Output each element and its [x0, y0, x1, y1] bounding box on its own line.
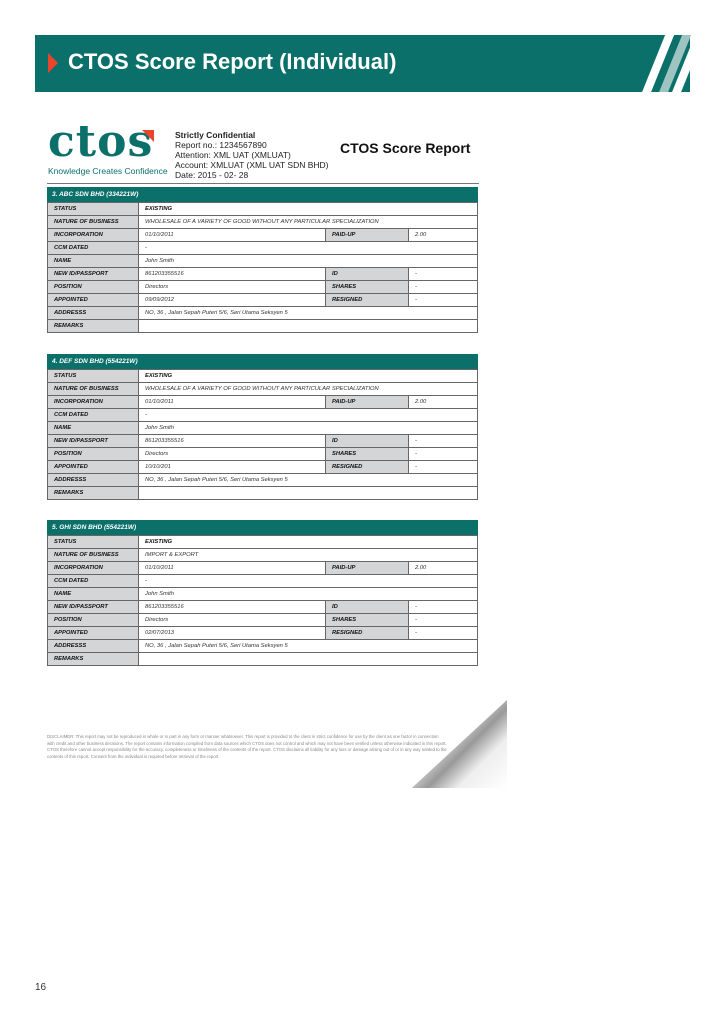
divider — [47, 183, 479, 184]
logo-red-corner-icon — [142, 130, 154, 142]
row-position — [48, 448, 478, 461]
report-meta — [175, 130, 329, 180]
incorporation-value: 01/10/2011 — [139, 396, 326, 409]
row-remarks — [48, 653, 478, 666]
row-remarks — [48, 487, 478, 500]
row-newid — [48, 268, 478, 281]
company-table — [47, 202, 478, 333]
address-value: NO, 36 , Jalan Sepah Puteri 5/6, Seri Utama Seksyen 5 — [139, 474, 478, 487]
nature-label: NATURE OF BUSINESS — [48, 216, 139, 229]
newid-label: NEW ID/PASSPORT — [48, 435, 139, 448]
logo-word: ctos — [48, 116, 154, 167]
resigned-value: - — [409, 461, 478, 474]
shares-value: - — [409, 448, 478, 461]
newid-label: NEW ID/PASSPORT — [48, 601, 139, 614]
row-address — [48, 307, 478, 320]
status-value: EXISTING — [139, 536, 478, 549]
ctos-logo — [48, 116, 168, 176]
id-value: - — [409, 268, 478, 281]
report-number: Report no.: 1234567890 — [175, 140, 267, 150]
row-status — [48, 370, 478, 383]
row-status — [48, 536, 478, 549]
name-label: NAME — [48, 422, 139, 435]
status-label: STATUS — [48, 203, 139, 216]
nature-value: WHOLESALE OF A VARIETY OF GOOD WITHOUT ANY PARTICULAR SPECIALIZATION — [139, 383, 478, 396]
paidup-label: PAID-UP — [326, 562, 409, 575]
address-label: ADDRESSS — [48, 474, 139, 487]
row-appointed — [48, 627, 478, 640]
shares-label: SHARES — [326, 614, 409, 627]
arrow-icon — [48, 53, 58, 73]
row-address — [48, 474, 478, 487]
ccm-value: - — [139, 409, 478, 422]
nature-label: NATURE OF BUSINESS — [48, 383, 139, 396]
company-table — [47, 535, 478, 666]
status-value: EXISTING — [139, 203, 478, 216]
row-incorporation — [48, 396, 478, 409]
section-header: 3. ABC SDN BHD (334221W) — [47, 187, 478, 202]
incorporation-label: INCORPORATION — [48, 396, 139, 409]
name-value: John Smith — [139, 255, 478, 268]
remarks-value — [139, 487, 478, 500]
position-value: Directors — [139, 281, 326, 294]
appointed-label: APPOINTED — [48, 294, 139, 307]
resigned-value: - — [409, 294, 478, 307]
name-value: John Smith — [139, 588, 478, 601]
ccm-value: - — [139, 575, 478, 588]
newid-value: 861203355516 — [139, 601, 326, 614]
remarks-label: REMARKS — [48, 487, 139, 500]
id-label: ID — [326, 268, 409, 281]
ccm-label: CCM DATED — [48, 409, 139, 422]
address-value: NO, 36 , Jalan Sepah Puteri 5/6, Seri Utama Seksyen 5 — [139, 640, 478, 653]
paidup-label: PAID-UP — [326, 396, 409, 409]
nature-label: NATURE OF BUSINESS — [48, 549, 139, 562]
row-nature — [48, 383, 478, 396]
resigned-label: RESIGNED — [326, 627, 409, 640]
name-label: NAME — [48, 588, 139, 601]
remarks-value — [139, 320, 478, 333]
paidup-value: 2.00 — [409, 396, 478, 409]
row-nature — [48, 216, 478, 229]
appointed-value: 02/07/2013 — [139, 627, 326, 640]
incorporation-value: 01/10/2011 — [139, 229, 326, 242]
address-label: ADDRESSS — [48, 307, 139, 320]
nature-value: IMPORT & EXPORT — [139, 549, 478, 562]
row-name — [48, 422, 478, 435]
section-header: 5. GHI SDN BHD (554221W) — [47, 520, 478, 535]
title-banner — [35, 35, 690, 92]
row-nature — [48, 549, 478, 562]
row-incorporation — [48, 229, 478, 242]
company-section — [47, 354, 478, 500]
id-value: - — [409, 601, 478, 614]
row-ccm — [48, 409, 478, 422]
attention: Attention: XML UAT (XMLUAT) — [175, 150, 291, 160]
row-appointed — [48, 294, 478, 307]
id-label: ID — [326, 435, 409, 448]
address-label: ADDRESSS — [48, 640, 139, 653]
row-address — [48, 640, 478, 653]
company-table — [47, 369, 478, 500]
page-number: 16 — [35, 982, 47, 993]
resigned-label: RESIGNED — [326, 294, 409, 307]
stripes-decoration — [625, 35, 695, 92]
row-ccm — [48, 575, 478, 588]
ccm-label: CCM DATED — [48, 575, 139, 588]
paidup-value: 2.00 — [409, 229, 478, 242]
company-section — [47, 187, 478, 333]
section-header: 4. DEF SDN BHD (554221W) — [47, 354, 478, 369]
id-value: - — [409, 435, 478, 448]
logo-tagline: Knowledge Creates Confidence — [48, 166, 168, 176]
incorporation-label: INCORPORATION — [48, 562, 139, 575]
row-status — [48, 203, 478, 216]
position-value: Directors — [139, 614, 326, 627]
name-value: John Smith — [139, 422, 478, 435]
ccm-label: CCM DATED — [48, 242, 139, 255]
position-label: POSITION — [48, 281, 139, 294]
shares-label: SHARES — [326, 448, 409, 461]
report-date: Date: 2015 - 02- 28 — [175, 170, 249, 180]
remarks-label: REMARKS — [48, 653, 139, 666]
row-position — [48, 281, 478, 294]
row-position — [48, 614, 478, 627]
status-label: STATUS — [48, 536, 139, 549]
address-value: NO, 36 , Jalan Sepah Puteri 5/6, Seri Utama Seksyen 5 — [139, 307, 478, 320]
page-title: CTOS Score Report (Individual) — [68, 49, 397, 74]
shares-label: SHARES — [326, 281, 409, 294]
ccm-value: - — [139, 242, 478, 255]
paidup-label: PAID-UP — [326, 229, 409, 242]
row-name — [48, 255, 478, 268]
company-section — [47, 520, 478, 666]
incorporation-label: INCORPORATION — [48, 229, 139, 242]
row-newid — [48, 601, 478, 614]
shares-value: - — [409, 614, 478, 627]
row-newid — [48, 435, 478, 448]
incorporation-value: 01/10/2011 — [139, 562, 326, 575]
appointed-value: 10/10/201 — [139, 461, 326, 474]
appointed-value: 09/09/2012 — [139, 294, 326, 307]
row-name — [48, 588, 478, 601]
id-label: ID — [326, 601, 409, 614]
name-label: NAME — [48, 255, 139, 268]
newid-value: 861203355516 — [139, 435, 326, 448]
shares-value: - — [409, 281, 478, 294]
row-remarks — [48, 320, 478, 333]
report-title: CTOS Score Report — [340, 140, 471, 156]
newid-value: 861203355516 — [139, 268, 326, 281]
disclaimer: DISCLAIMER: This report may not be reproduced in whole or in part in any form or manner whatsoever. This report is provided to the client in strict confidence for use by the client as one factor in connection with credit and other business decisions. The report contains information compiled from data sources which CTOS does not control and which may not have been verified unless otherwise indicated in this report. CTOS therefore cannot accept responsibility for the accuracy, completeness or timeliness of the contents of the report. CTOS disclaims all liability for any loss or damage arising out of or in any way related to the contents of this report. Consent from the individual is required before retrieval of the report. — [47, 734, 447, 759]
status-label: STATUS — [48, 370, 139, 383]
remarks-label: REMARKS — [48, 320, 139, 333]
row-incorporation — [48, 562, 478, 575]
resigned-label: RESIGNED — [326, 461, 409, 474]
nature-value: WHOLESALE OF A VARIETY OF GOOD WITHOUT ANY PARTICULAR SPECIALIZATION — [139, 216, 478, 229]
paidup-value: 2.00 — [409, 562, 478, 575]
resigned-value: - — [409, 627, 478, 640]
row-appointed — [48, 461, 478, 474]
position-label: POSITION — [48, 614, 139, 627]
newid-label: NEW ID/PASSPORT — [48, 268, 139, 281]
status-value: EXISTING — [139, 370, 478, 383]
appointed-label: APPOINTED — [48, 627, 139, 640]
position-label: POSITION — [48, 448, 139, 461]
confidential-label: Strictly Confidential — [175, 130, 256, 140]
appointed-label: APPOINTED — [48, 461, 139, 474]
account: Account: XMLUAT (XML UAT SDN BHD) — [175, 160, 329, 170]
position-value: Directors — [139, 448, 326, 461]
row-ccm — [48, 242, 478, 255]
remarks-value — [139, 653, 478, 666]
